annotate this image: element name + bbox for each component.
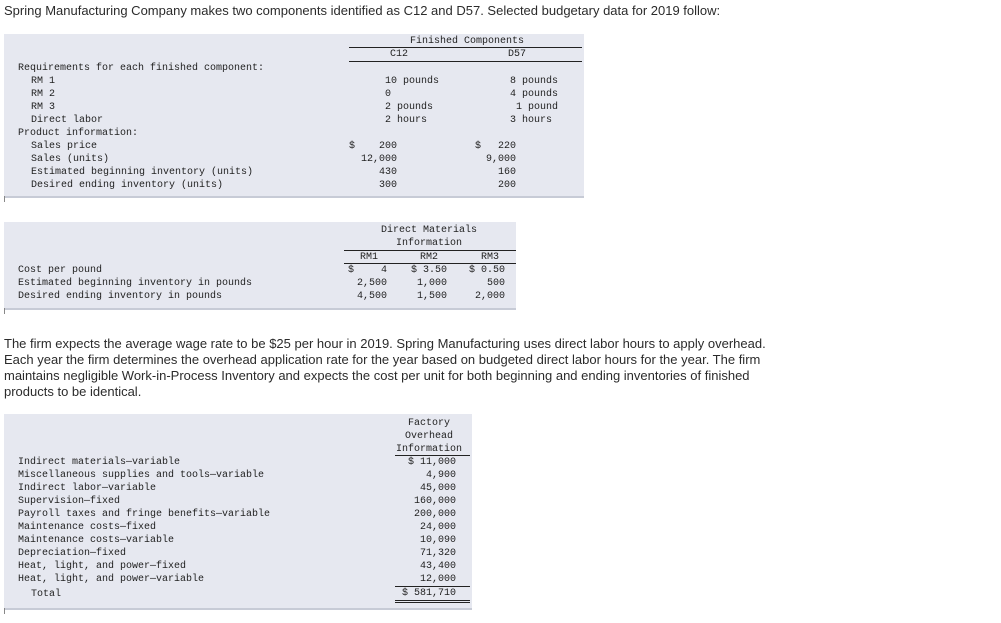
cell-rm1: 4 <box>380 265 387 276</box>
cell-rm2: 1,500 <box>416 291 447 302</box>
cell-rm2: $ 3.50 <box>410 265 447 276</box>
row-label: Supervision—fixed <box>18 496 121 507</box>
cell-value: 4,900 <box>425 470 456 481</box>
header-line-2: Information <box>395 238 462 249</box>
row-label: Heat, light, and power—variable <box>18 574 205 585</box>
header-line-1: Direct Materials <box>380 225 477 236</box>
cell-value: 12,000 <box>419 574 456 585</box>
cell-rm3: $ 0.50 <box>468 265 505 276</box>
table-footer-rule <box>4 308 516 310</box>
cell-c12: 430 <box>378 167 397 178</box>
cell-d57: 200 <box>497 180 516 191</box>
direct-materials-table <box>4 222 516 316</box>
wage-rate-paragraph: The firm expects the average wage rate to be $25 per hour in 2019. Spring Manufacturing uses direct labor hours to apply overhead. Each year the firm determines the overhead application rate for the year based on budgeted direct labor hours for the year. The firm maintains negligible Work-in-Process Inventory and expects the cost per unit for both beginning and ending inventories of finished products to be identical. <box>4 336 766 399</box>
cell-c12: 200 <box>378 141 397 152</box>
row-label: Maintenance costs—variable <box>18 535 175 546</box>
cell-value: $ 11,000 <box>407 457 456 468</box>
cell-d57: 220 <box>497 141 516 152</box>
col-header-d57: D57 <box>507 49 526 60</box>
product-label: Product information: <box>18 128 139 139</box>
cell-rm1: 2,500 <box>356 278 387 289</box>
cell-c12: 2 hours <box>385 115 428 126</box>
cell-d57: 3 hours <box>509 115 552 126</box>
intro-text: Spring Manufacturing Company makes two components identified as C12 and D57. Selected budgetary data for 2019 follow: <box>4 3 721 18</box>
cell-c12: 2 pounds <box>385 102 434 113</box>
col-header-c12: C12 <box>389 49 408 60</box>
row-label: Estimated beginning inventory in pounds <box>18 278 253 289</box>
row-label: Sales price <box>31 141 98 152</box>
header-line-2: Overhead <box>404 431 453 442</box>
row-label: Depreciation—fixed <box>18 548 127 559</box>
table-footer-tick <box>4 608 5 614</box>
cell-value: 24,000 <box>419 522 456 533</box>
cell-prefix: $ <box>349 141 356 152</box>
cell-d57: 160 <box>497 167 516 178</box>
row-label: Estimated beginning inventory (units) <box>31 167 254 178</box>
total-double-rule <box>395 600 470 601</box>
row-label: Cost per pound <box>18 265 103 276</box>
cell-value: 45,000 <box>419 483 456 494</box>
cell-value: 200,000 <box>413 509 456 520</box>
table-footer-tick <box>4 308 5 314</box>
row-label: Heat, light, and power—fixed <box>18 561 187 572</box>
cell-d57: 8 pounds <box>509 76 558 87</box>
row-label: Indirect materials—variable <box>18 457 181 468</box>
row-label: Indirect labor—variable <box>18 483 157 494</box>
cell-c12: 12,000 <box>360 154 397 165</box>
finished-components-table <box>4 34 584 204</box>
cell-c12: 10 pounds <box>385 76 440 87</box>
row-label: RM 3 <box>31 102 56 113</box>
total-label: Total <box>31 589 62 600</box>
cell-c12: 300 <box>378 180 397 191</box>
table-footer-tick <box>4 196 5 202</box>
row-label: Payroll taxes and fringe benefits—variable <box>18 509 271 520</box>
cell-rm3: 500 <box>486 278 505 289</box>
row-label: Desired ending inventory in pounds <box>18 291 223 302</box>
cell-rm2: 1,000 <box>416 278 447 289</box>
cell-value: 160,000 <box>413 496 456 507</box>
table-footer-rule <box>4 608 472 610</box>
row-label: Direct labor <box>31 115 104 126</box>
requirements-label: Requirements for each finished component: <box>18 63 265 74</box>
cell-rm3: 2,000 <box>474 291 505 302</box>
col-header-rm2: RM2 <box>419 252 438 263</box>
total-double-rule <box>395 602 470 603</box>
cell-c12: 0 <box>385 89 392 100</box>
cell-prefix: $ <box>348 265 355 276</box>
factory-overhead-table <box>4 414 472 616</box>
cell-value: 43,400 <box>419 561 456 572</box>
cell-rm1: 4,500 <box>356 291 387 302</box>
row-label: Sales (units) <box>31 154 110 165</box>
table-footer-rule <box>4 196 584 198</box>
cell-value: 10,090 <box>419 535 456 546</box>
cell-d57: 1 pound <box>515 102 558 113</box>
col-header-rm1: RM1 <box>359 252 378 263</box>
header-line-3: Information <box>395 444 462 455</box>
total-value: $ 581,710 <box>401 588 456 599</box>
row-label: RM 2 <box>31 89 56 100</box>
header-line-1: Factory <box>407 418 450 429</box>
header-rule <box>349 61 582 62</box>
row-label: Maintenance costs—fixed <box>18 522 157 533</box>
row-label: Desired ending inventory (units) <box>31 180 224 191</box>
row-label: RM 1 <box>31 76 56 87</box>
col-header-rm3: RM3 <box>480 252 499 263</box>
cell-value: 71,320 <box>419 548 456 559</box>
cell-prefix: $ <box>475 141 482 152</box>
cell-d57: 4 pounds <box>509 89 558 100</box>
group-header: Finished Components <box>409 36 525 47</box>
row-label: Miscellaneous supplies and tools—variable <box>18 470 265 481</box>
cell-d57: 9,000 <box>485 154 516 165</box>
